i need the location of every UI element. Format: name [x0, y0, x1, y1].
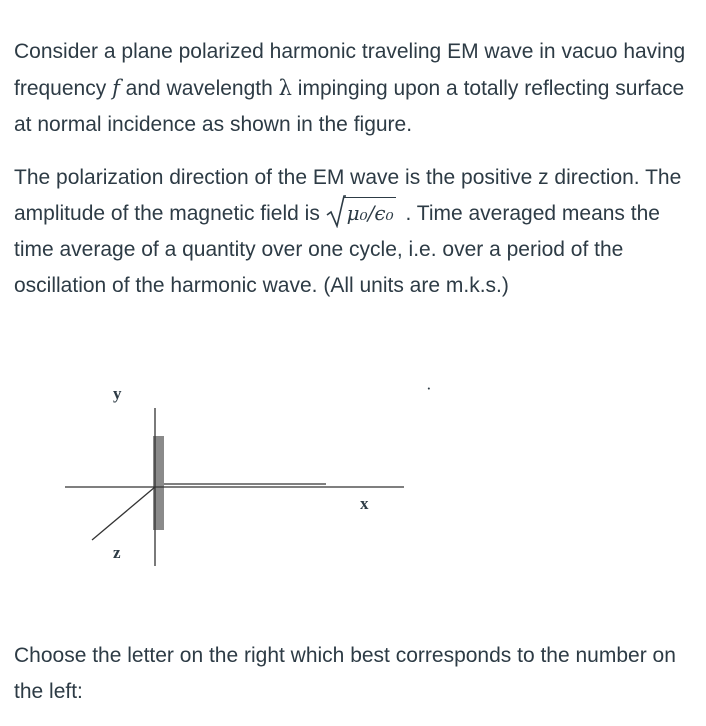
instruction	[14, 638, 698, 710]
paragraph-intro	[14, 34, 698, 143]
y-axis-label: y	[113, 384, 122, 403]
x-axis-label: x	[360, 494, 369, 513]
sqrt-content: μ₀/ϵ₀	[344, 197, 396, 228]
stray-dot: ·	[426, 379, 432, 398]
reflecting-surface	[153, 436, 164, 530]
intro-text-end: impinging upon a totally reflecting surface at normal incidence as shown in the figure.	[14, 77, 685, 136]
frequency-symbol: f	[112, 76, 120, 100]
intro-text: Consider a plane polarized harmonic traveling EM wave in vacuo having frequency	[14, 40, 686, 100]
question-body	[14, 34, 698, 304]
polarization-text: The polarization direction of the EM wave is the positive z direction. The amplitude of the magnetic field is	[14, 166, 682, 225]
z-axis-label: z	[113, 543, 121, 562]
paragraph-polarization	[14, 160, 698, 304]
sqrt-expression	[326, 196, 396, 232]
polarization-text-end: . Time averaged means the time average of a quantity over one cycle, i.e. over a period of the oscillation of the harmonic wave. (All units are m.k.s.)	[14, 202, 660, 297]
intro-text-mid: and wavelength	[119, 77, 279, 100]
instruction-text: Choose the letter on the right which best corresponds to the number on the left:	[14, 644, 676, 703]
wavelength-symbol: λ	[278, 76, 292, 100]
radical-sign-icon	[326, 194, 346, 228]
z-axis-line	[92, 487, 155, 540]
